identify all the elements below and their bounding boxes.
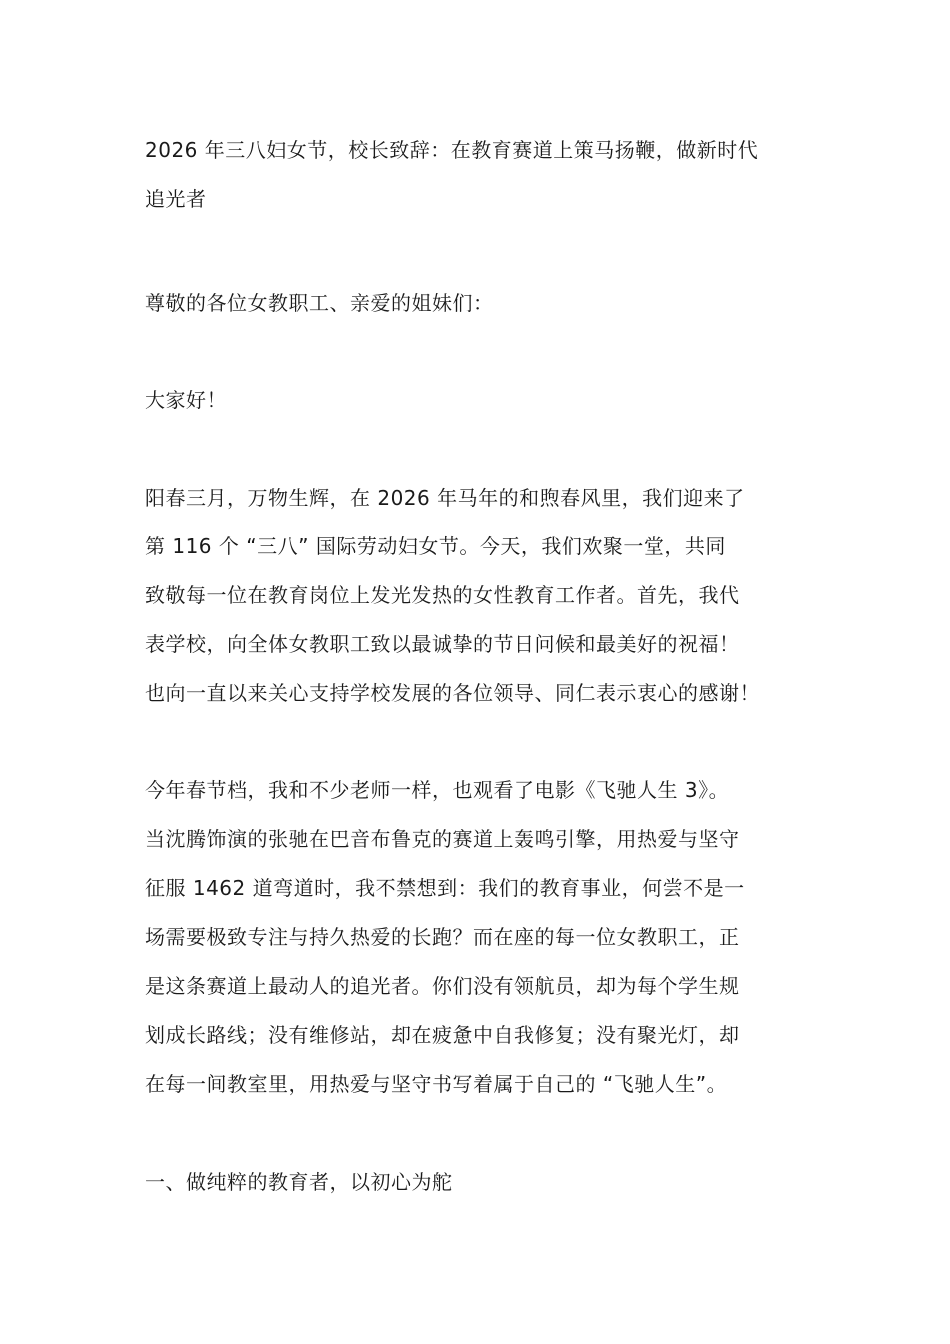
paragraph-2-line-2: 当沈腾饰演的张驰在巴音布鲁克的赛道上轰鸣引擎，用热爱与坚守 (145, 827, 740, 851)
paragraph-2-line-3: 征服 1462 道弯道时，我不禁想到：我们的教育事业，何尝不是一 (145, 876, 745, 900)
section-1-heading: 一、做纯粹的教育者，以初心为舵 (145, 1170, 453, 1194)
document-title-line-2: 追光者 (145, 187, 207, 211)
paragraph-1-line-2: 第 116 个 “三八” 国际劳动妇女节。今天，我们欢聚一堂，共同 (145, 534, 726, 558)
paragraph-2-line-6: 划成长路线；没有维修站，却在疲惫中自我修复；没有聚光灯，却 (145, 1023, 740, 1047)
paragraph-1-line-1: 阳春三月，万物生辉，在 2026 年马年的和煦春风里，我们迎来了 (145, 486, 745, 510)
paragraph-2-line-4: 场需要极致专注与持久热爱的长跑？而在座的每一位女教职工，正 (145, 925, 740, 949)
paragraph-1-line-4: 表学校，向全体女教职工致以最诚挚的节日问候和最美好的祝福！ (145, 632, 740, 656)
document-title-line-1: 2026 年三八妇女节，校长致辞：在教育赛道上策马扬鞭，做新时代 (145, 138, 759, 162)
paragraph-2-line-5: 是这条赛道上最动人的追光者。你们没有领航员，却为每个学生规 (145, 974, 740, 998)
paragraph-1-line-5: 也向一直以来关心支持学校发展的各位领导、同仁表示衷心的感谢！ (145, 681, 760, 705)
greeting: 大家好！ (145, 388, 227, 412)
paragraph-2-line-1: 今年春节档，我和不少老师一样，也观看了电影《飞驰人生 3》。 (145, 778, 730, 802)
salutation: 尊敬的各位女教职工、亲爱的姐妹们： (145, 291, 494, 315)
paragraph-1-line-3: 致敬每一位在教育岗位上发光发热的女性教育工作者。首先，我代 (145, 583, 740, 607)
paragraph-2-line-7: 在每一间教室里，用热爱与坚守书写着属于自己的 “飞驰人生”。 (145, 1072, 728, 1096)
